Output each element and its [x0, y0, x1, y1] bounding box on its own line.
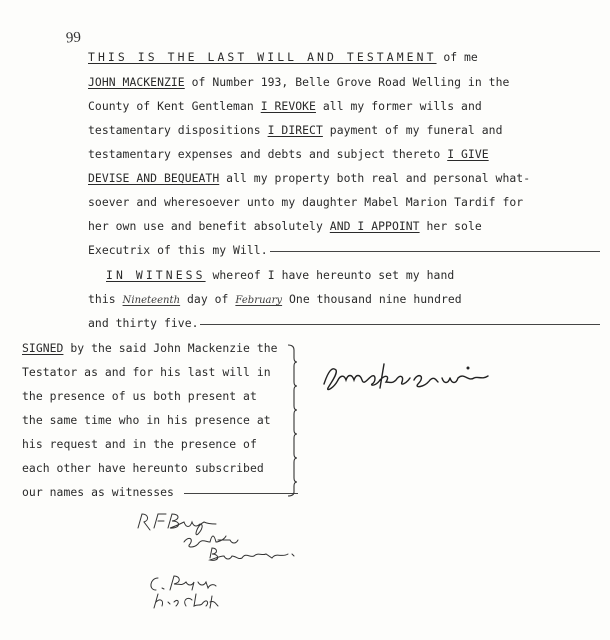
will-line-7: soever and wheresoever unto my daughter Mabel Marion Tardif for — [88, 195, 524, 209]
attestation-line-5: his request and in the presence of — [22, 437, 257, 451]
text-fragment: all my former wills and — [315, 99, 482, 113]
text-fragment: day of — [180, 292, 236, 306]
will-heading-rest: of me — [436, 50, 478, 64]
text-fragment: all my property both real and personal what- — [219, 171, 531, 185]
witness-clause-line-3: and thirty five. — [88, 316, 199, 330]
in-witness-heading: IN WITNESS — [106, 268, 206, 282]
attestation-line-1 — [22, 341, 278, 355]
signed-heading: SIGNED — [22, 341, 64, 355]
page-number: 99 — [65, 29, 82, 47]
will-line-9: Executrix of this my Will. — [88, 243, 268, 257]
attestation-line-2: Testator as and for his last will in — [22, 365, 271, 379]
fill-line — [184, 493, 298, 494]
text-fragment: testamentary expenses and debts and subject thereto — [88, 147, 448, 161]
fill-line — [270, 251, 600, 252]
attestation-line-4: the same time who in his presence at — [22, 413, 271, 427]
will-line-5 — [88, 147, 489, 161]
give-clause: I GIVE — [447, 147, 489, 161]
will-line-3 — [88, 99, 482, 113]
appoint-clause: AND I APPOINT — [329, 219, 420, 233]
testator-address: of Number 193, Belle Grove Road Welling in the — [184, 75, 510, 89]
will-line-6 — [88, 171, 530, 185]
revoke-clause: I REVOKE — [260, 99, 316, 113]
will-line-8 — [88, 219, 482, 233]
witness-clause-line-2 — [88, 292, 462, 306]
fill-line — [200, 324, 600, 325]
text-fragment: County of Kent Gentleman — [88, 99, 261, 113]
will-heading-line — [88, 50, 478, 64]
testator-name: JOHN MACKENZIE — [88, 75, 185, 89]
attestation-line-6: each other have hereunto subscribed — [22, 461, 264, 475]
attestation-line-3: the presence of us both present at — [22, 389, 257, 403]
text-fragment: her own use and benefit absolutely — [88, 219, 330, 233]
will-heading: THIS IS THE LAST WILL AND TESTAMENT — [88, 50, 437, 64]
attestation-line-7: our names as witnesses — [22, 485, 174, 499]
text-fragment: by the said John Mackenzie the — [63, 341, 278, 355]
will-line-4 — [88, 123, 502, 137]
bequeath-clause: DEVISE AND BEQUEATH — [88, 171, 220, 185]
witness2-signature — [146, 572, 266, 628]
text-fragment: One thousand nine hundred — [282, 292, 462, 306]
attestation-bracket — [286, 342, 310, 500]
direct-clause: I DIRECT — [267, 123, 323, 137]
will-line-2 — [88, 75, 509, 89]
handwritten-month: February — [235, 295, 283, 306]
text-fragment: this — [88, 292, 123, 306]
text-fragment: her sole — [419, 219, 482, 233]
handwritten-day: Nineteenth — [122, 295, 181, 306]
witness-clause-line-1 — [106, 268, 454, 282]
text-fragment: payment of my funeral and — [322, 123, 503, 137]
text-fragment: testamentary dispositions — [88, 123, 268, 137]
text-fragment: whereof I have hereunto set my hand — [205, 268, 455, 282]
testator-signature — [318, 358, 498, 398]
